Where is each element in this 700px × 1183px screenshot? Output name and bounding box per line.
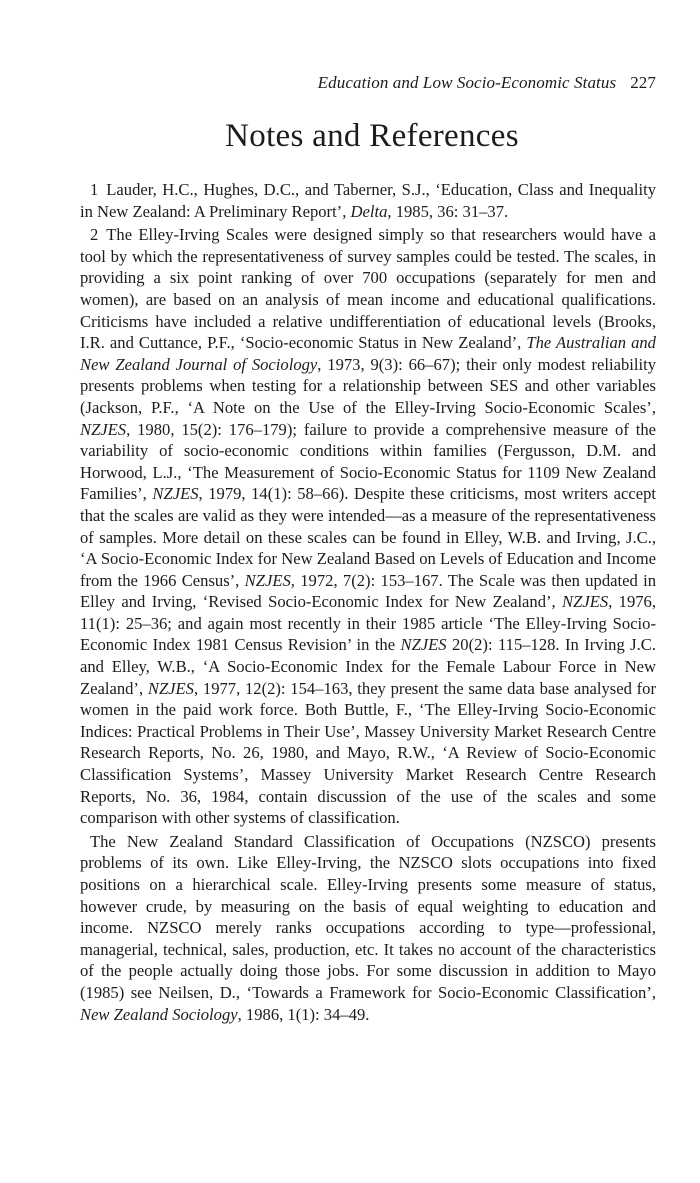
note-text bbox=[80, 225, 656, 827]
page-number: 227 bbox=[630, 73, 656, 92]
section-title: Notes and References bbox=[225, 118, 519, 154]
text-run: Lauder, H.C., Hughes, D.C., and Taberner, S.J., ‘Education, Class and Inequality in New Zealand: A Preliminary Report’, bbox=[80, 180, 656, 221]
text-run: 20(2): 115–128. In Irving J.C. and Elley, W.B., ‘A Socio-Economic Index for the Female Labour Force in New Zealand’, bbox=[80, 635, 656, 698]
running-head bbox=[80, 72, 656, 94]
note-text bbox=[80, 180, 656, 221]
note-2 bbox=[80, 224, 656, 829]
text-run: , 1973, 9(3): 66–67); their only modest reliability presents problems when testing for a relationship between SES and other variables (Jackson, P.F., ‘A Note on the Use of the Elley-Irving Socio-Economic Scales’, bbox=[80, 354, 656, 417]
italic-title: The Australian and New Zealand Journal of Sociology bbox=[80, 333, 656, 374]
text-run: The Elley-Irving Scales were designed simply so that researchers would have a tool by which the representativeness of survey samples could be tested. The scales, in providing a six point ranking of over 700 occupations (separately for men and women), are based on an analysis of mean income and educational qualifications. Criticisms have included a relative undifferentiation of educational levels (Brooks, I.R. and Cuttance, P.F., ‘Socio-economic Status in New Zealand’, bbox=[80, 225, 656, 353]
text-run: , 1980, 15(2): 176–179); failure to provide a comprehensive measure of the variability of socio-economic conditions within families (Fergusson, D.M. and Horwood, L.J., ‘The Measurement of Socio-Economic Status for 1109 New Zealand Families’, bbox=[80, 419, 656, 504]
text-run: , 1972, 7(2): 153–167. The Scale was then updated in Elley and Irving, ‘Revised Socio-Economic Index for New Zealand’, bbox=[80, 570, 656, 612]
italic-title: Delta bbox=[350, 201, 388, 221]
text-run: The New Zealand Standard Classification of Occupations (NZSCO) presents problems of its own. Like Elley-Irving, the NZSCO slots occupations into fixed positions on a hierarchical scale. Elley-Irving presents some measure of status, however crude, by measuring on the basis of equal weighting to education and income. NZSCO merely ranks occupations according to type—professional, managerial, technical, sales, production, etc. It takes no account of the characteristics of the people actually doing those jobs. For some discussion in addition to Mayo (1985) see Neilsen, D., ‘Towards a Framework for Socio-Economic Classification’, bbox=[80, 831, 656, 1002]
italic-title: New Zealand Sociology bbox=[80, 1004, 238, 1024]
text-run: , 1979, 14(1): 58–66). Despite these criticisms, most writers accept that the scales are valid as they were intended—as a measure of the representativeness of samples. More detail on these scales can be found in Elley, W.B. and Irving, J.C., ‘A Socio-Economic Index for New Zealand Based on Levels of Education and Income from the 1966 Census’, bbox=[80, 484, 656, 590]
italic-title: NZJES bbox=[147, 678, 194, 698]
notes-list bbox=[80, 179, 656, 1025]
text-run: , 1977, 12(2): 154–163, they present the same data base analysed for women in the paid work force. Both Buttle, F., ‘The Elley-Irving Socio-Economic Indices: Practical Problems in Their Use’, Massey University Market Research Centre Research Reports, No. 26, 1980, and Mayo, R.W., ‘A Review of Socio-Economic Classification Systems’, Massey University Market Research Centre Research Reports, No. 36, 1984, contain discussion of the use of the scales and some comparison with other systems of classification. bbox=[80, 678, 656, 828]
text-run: , 1986, 1(1): 34–49. bbox=[237, 1004, 370, 1024]
italic-title: NZJES bbox=[152, 484, 199, 504]
note-number: 2 bbox=[90, 225, 99, 245]
italic-title: NZJES bbox=[244, 570, 291, 590]
running-head-title: Education and Low Socio-Economic Status bbox=[317, 73, 617, 92]
italic-title: NZJES bbox=[562, 592, 609, 612]
note-number: 1 bbox=[90, 180, 99, 199]
page bbox=[80, 72, 656, 1025]
note-1 bbox=[80, 179, 656, 222]
note-2-continuation bbox=[80, 831, 656, 1025]
text-run: , 1976, 11(1): 25–36; and again most recently in their 1985 article ‘The Elley-Irving Socio-Economic Index 1981 Census Revision’ in the bbox=[80, 592, 656, 655]
italic-title: NZJES bbox=[80, 419, 127, 439]
note-text bbox=[80, 832, 656, 1024]
text-run: , 1985, 36: 31–37. bbox=[387, 201, 509, 221]
italic-title: NZJES bbox=[400, 635, 447, 655]
